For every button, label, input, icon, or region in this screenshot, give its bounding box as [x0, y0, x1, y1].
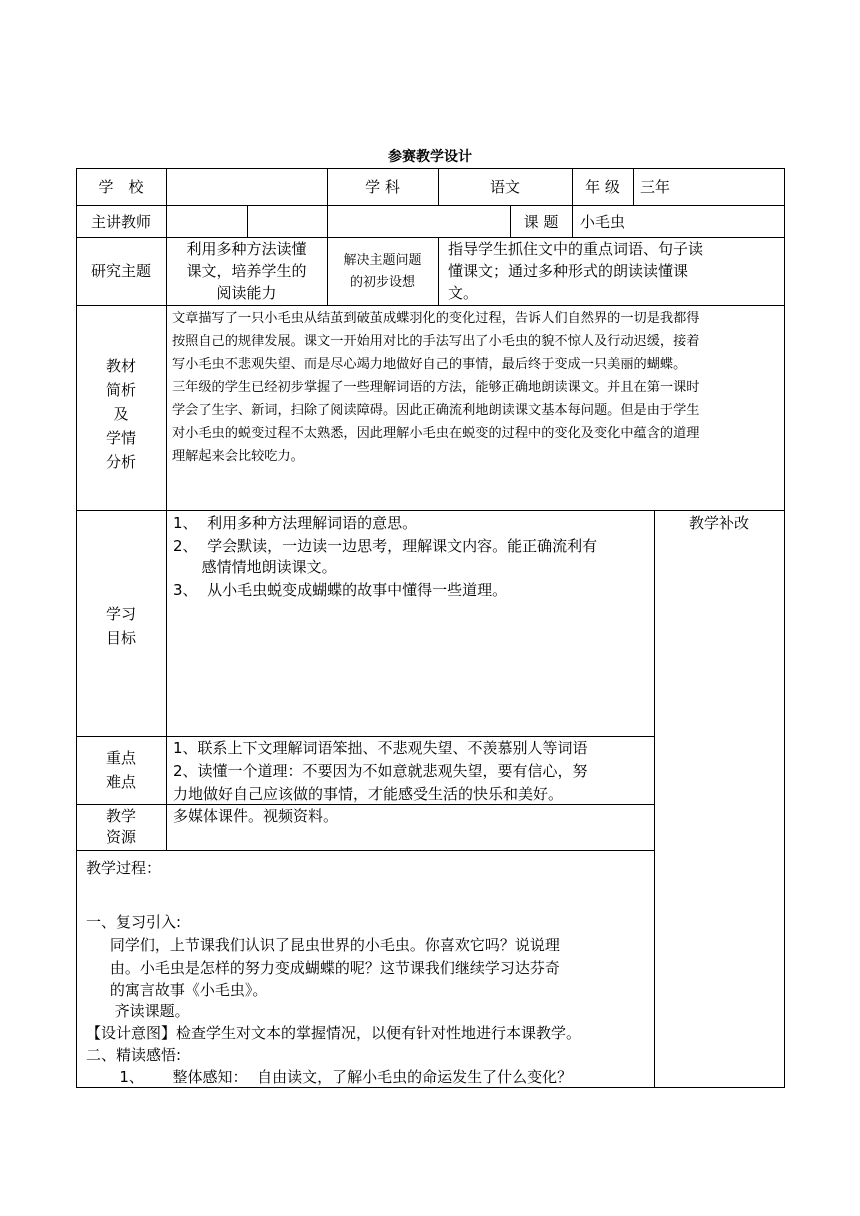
- keypoints-label-line: 重点: [105, 749, 136, 767]
- process-line: 由。小毛虫是怎样的努力变成蝴蝶的呢？这节课我们继续学习达芬奇: [86, 959, 560, 977]
- process-line: 的寓言故事《小毛虫》。: [86, 981, 268, 999]
- analysis-line: 三年级的学生已经初步掌握了一些理解词语的方法，能够正确地朗读课文。并且在第一课时: [172, 380, 700, 395]
- keypoints-label-line: 难点: [105, 773, 136, 791]
- analysis-label-line: 分析: [105, 453, 136, 471]
- idea-line: 文。: [448, 284, 479, 302]
- process-line: 1、 整体感知： 自由读文，了解小毛虫的命运发生了什么变化？: [86, 1068, 573, 1086]
- resources-label-line: 教学: [105, 807, 136, 825]
- subject-label: 学 科: [365, 178, 400, 196]
- analysis-line: 写小毛虫不悲观失望、而是尽心竭力地做好自己的事情，最后终于变成一只美丽的蝴蝶。: [172, 357, 687, 372]
- analysis-label-line: 简析: [105, 381, 136, 399]
- analysis-line: 学会了生字、新词，扫除了阅读障碍。因此正确流利地朗读课文基本每问题。但是由于学生: [172, 403, 700, 418]
- goals-label-line: 目标: [105, 629, 136, 647]
- process-line: 一、复习引入:: [86, 913, 182, 931]
- supplement-label: 教学补改: [688, 514, 749, 532]
- idea-line: 懂课文；通过多种形式的朗读读懂课: [448, 262, 689, 280]
- process-line: 【设计意图】检查学生对文本的掌握情况，以便有针对性地进行本课教学。: [86, 1024, 582, 1042]
- lesson-value: 小毛虫: [580, 213, 626, 231]
- topic-label: 研究主题: [90, 262, 151, 280]
- goal-item: 1、 利用多种方法理解词语的意思。: [173, 514, 418, 532]
- process-line: 同学们，上节课我们认识了昆虫世界的小毛虫。你喜欢它吗？说说理: [86, 936, 560, 954]
- goal-item: 2、 学会默读，一边读一边思考，理解课文内容。能正确流利有: [173, 537, 598, 555]
- analysis-label-line: 教材: [105, 357, 136, 375]
- grade-label: 年 级: [585, 178, 620, 196]
- analysis-label-line: 及: [113, 405, 129, 423]
- idea-label-line: 解决主题问题: [343, 253, 422, 268]
- school-label: 学 校: [98, 178, 144, 196]
- analysis-line: 对小毛虫的蜕变过程不太熟悉，因此理解小毛虫在蜕变的过程中的变化及变化中蕴含的道理: [172, 426, 700, 441]
- topic-line: 阅读能力: [216, 284, 277, 302]
- process-heading: 教学过程：: [86, 859, 162, 877]
- resources-label-line: 资源: [105, 828, 136, 846]
- goal-item: 3、 从小毛虫蜕变成蝴蝶的故事中懂得一些道理。: [173, 581, 508, 599]
- analysis-line: 理解起来会比较吃力。: [172, 449, 304, 464]
- analysis-label-line: 学情: [105, 429, 136, 447]
- keypoint-line: 力地做好自己应该做的事情，才能感受生活的快乐和美好。: [173, 785, 564, 803]
- analysis-line: 文章描写了一只小毛虫从结茧到破茧成蝶羽化的变化过程，告诉人们自然界的一切是我都得: [172, 311, 700, 326]
- goals-label-line: 学习: [105, 605, 136, 623]
- topic-line: 课文，培养学生的: [186, 262, 307, 280]
- page-title: 参赛教学设计: [388, 149, 472, 165]
- process-line: 二、精读感悟:: [86, 1046, 182, 1064]
- grade-value: 三年: [640, 178, 671, 196]
- idea-label-line: 的初步设想: [349, 275, 415, 290]
- subject-value: 语文: [489, 178, 520, 196]
- lesson-label: 课 题: [523, 213, 559, 231]
- analysis-line: 按照自己的规律发展。课文一开始用对比的手法写出了小毛虫的貌不惊人及行动迟缓，接着: [172, 334, 700, 349]
- resources-value: 多媒体课件。视频资料。: [173, 807, 339, 825]
- topic-line: 利用多种方法读懂: [186, 240, 307, 258]
- keypoint-line: 2、读懂一个道理：不要因为不如意就悲观失望，要有信心，努: [173, 762, 588, 780]
- goal-item: 感情情地朗读课文。: [173, 558, 337, 576]
- teacher-label: 主讲教师: [90, 213, 151, 231]
- idea-line: 指导学生抓住文中的重点词语、句子读: [448, 240, 704, 258]
- process-line: 齐读课题。: [86, 1002, 190, 1020]
- keypoint-line: 1、联系上下文理解词语笨拙、不悲观失望、不羡慕别人等词语: [173, 739, 588, 757]
